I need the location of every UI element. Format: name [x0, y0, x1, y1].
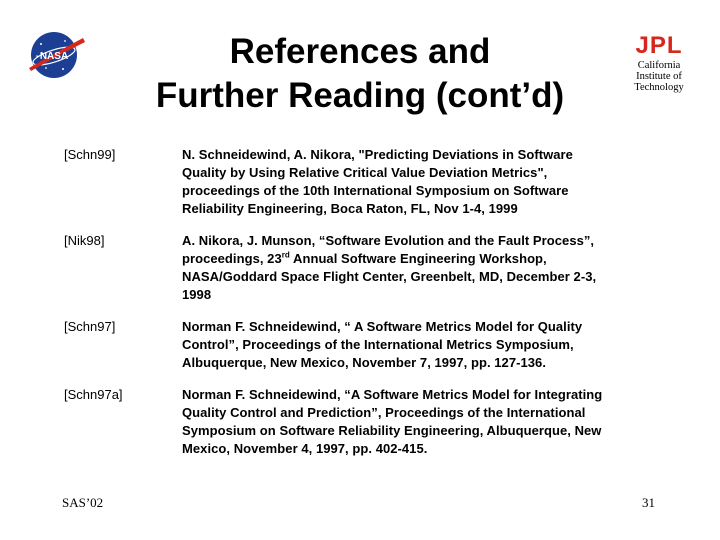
- nasa-logo-text: NASA: [39, 51, 69, 62]
- reference-line: proceedings of the 10th International Symposium on Software: [182, 183, 569, 198]
- reference-item: [64, 318, 664, 372]
- reference-text: [182, 146, 664, 218]
- caltech-label: [622, 60, 696, 93]
- reference-key: [Schn97a]: [64, 387, 123, 402]
- reference-item: [64, 232, 664, 304]
- reference-text: [182, 386, 664, 458]
- caltech-line: California: [637, 60, 681, 71]
- reference-line: Symposium on Software Reliability Engineering, Albuquerque, New: [182, 423, 602, 438]
- jpl-caltech-logo: [622, 32, 696, 93]
- superscript: rd: [281, 250, 290, 260]
- reference-line: [182, 250, 664, 268]
- reference-line: NASA/Goddard Space Flight Center, Greenbelt, MD, December 2-3,: [182, 269, 597, 284]
- reference-line: Quality by Using Relative Critical Value Deviation Metrics",: [182, 165, 548, 180]
- jpl-logo: [628, 32, 690, 56]
- reference-key: [Schn99]: [64, 147, 116, 162]
- reference-list: [64, 146, 664, 472]
- reference-line: Quality Control and Prediction”, Proceedings of the International: [182, 405, 586, 420]
- reference-line: Norman F. Schneidewind, “ A Software Metrics Model for Quality: [182, 319, 583, 334]
- reference-item: [64, 386, 664, 458]
- reference-line: A. Nikora, J. Munson, “Software Evolution and the Fault Process”,: [182, 233, 595, 248]
- caltech-line: Institute of: [636, 71, 682, 82]
- reference-text: [182, 318, 664, 372]
- title-line-1: References and: [229, 32, 491, 71]
- reference-line: Norman F. Schneidewind, “A Software Metrics Model for Integrating: [182, 387, 603, 402]
- jpl-logo-text: JPL: [635, 32, 683, 56]
- reference-line-part: Annual Software Engineering Workshop,: [289, 251, 547, 266]
- title-line-2: Further Reading (cont’d): [155, 76, 565, 115]
- reference-line: 1998: [182, 287, 212, 302]
- reference-line: Albuquerque, New Mexico, November 7, 1997, pp. 127-136.: [182, 355, 546, 370]
- reference-text: [182, 232, 664, 304]
- reference-key: [Schn97]: [64, 319, 116, 334]
- reference-line: Mexico, November 4, 1997, pp. 402-415.: [182, 441, 428, 456]
- page-number: 31: [642, 495, 655, 510]
- caltech-line: Technology: [634, 82, 684, 93]
- reference-line: N. Schneidewind, A. Nikora, "Predicting Deviations in Software: [182, 147, 573, 162]
- page-title: [130, 30, 590, 118]
- nasa-logo: [25, 28, 87, 82]
- reference-line: Reliability Engineering, Boca Raton, FL, Nov 1-4, 1999: [182, 201, 518, 216]
- reference-line: Control”, Proceedings of the International Metrics Symposium,: [182, 337, 574, 352]
- footer-conference: SAS’02: [62, 495, 104, 510]
- reference-key: [Nik98]: [64, 233, 105, 248]
- reference-line-part: proceedings, 23: [182, 251, 282, 266]
- reference-item: [64, 146, 664, 218]
